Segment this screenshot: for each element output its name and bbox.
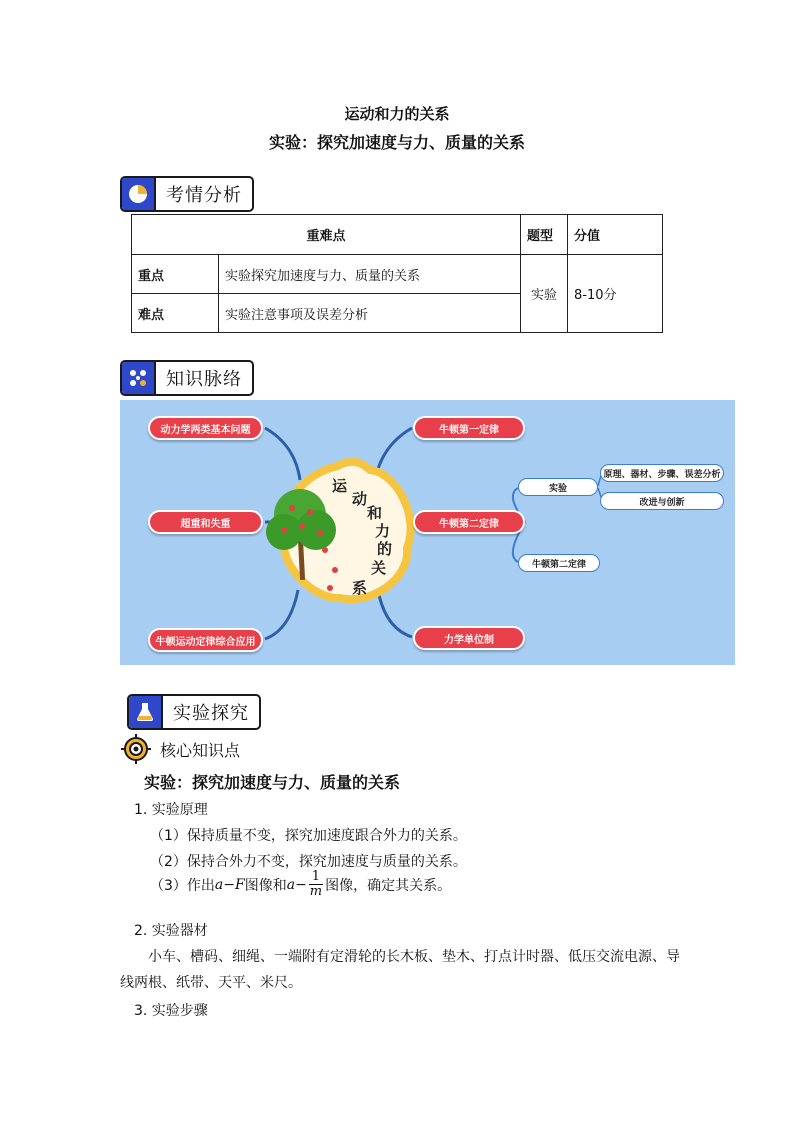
fraction-one-over-m [309, 870, 323, 899]
principle-3-suffix: 图像，确定其关系。 [325, 877, 452, 894]
fraction-denominator: m [309, 884, 323, 899]
mind-node-dynamics-problems: 动力学两类基本问题 [148, 416, 263, 440]
formula-a-f: a−F [214, 876, 245, 893]
center-char: 关 [371, 559, 387, 577]
row-content-hard: 实验注意事项及误差分析 [219, 294, 521, 333]
table-header-score: 分值 [568, 215, 663, 255]
item-materials: 2. 实验器材 [134, 923, 208, 939]
row-label-hard: 难点 [132, 294, 219, 333]
mind-node-newton-first: 牛顿第一定律 [413, 416, 525, 440]
table-row [132, 255, 663, 294]
center-char: 和 [367, 504, 383, 522]
section-knowledge-header [120, 360, 254, 396]
analysis-table [131, 214, 663, 333]
mind-node-units: 力学单位制 [413, 626, 525, 650]
network-icon [122, 362, 156, 394]
formula-a-minus: a− [286, 876, 307, 893]
section-knowledge-label: 知识脉络 [166, 369, 242, 390]
section-analysis-label: 考情分析 [166, 185, 242, 206]
mind-sub-experiment: 实验 [518, 478, 598, 496]
center-char: 动 [352, 490, 368, 508]
mind-sub-newton2: 牛顿第二定律 [518, 554, 600, 572]
principle-2: （2）保持合外力不变，探究加速度与质量的关系。 [150, 854, 467, 870]
page-title: 运动和力的关系 [344, 105, 450, 123]
mind-node-newton-comprehensive: 牛顿运动定律综合应用 [148, 628, 263, 652]
section-experiment-header [127, 694, 261, 730]
materials-line-1: 小车、槽码、细绳、一端附有定滑轮的长木板、垫木、打点计时器、低压交流电源、导 [148, 949, 680, 965]
row-label-key: 重点 [132, 255, 219, 294]
experiment-title: 实验：探究加速度与力、质量的关系 [144, 773, 401, 792]
mind-map [120, 400, 735, 665]
question-type: 实验 [521, 255, 568, 333]
principle-3-mid: 图像和 [244, 877, 287, 894]
section-analysis-header [120, 176, 254, 212]
pie-chart-icon [122, 178, 156, 210]
mind-node-overweight: 超重和失重 [148, 510, 263, 534]
principle-1: （1）保持质量不变，探究加速度跟合外力的关系。 [150, 828, 467, 844]
mind-node-newton-second: 牛顿第二定律 [413, 510, 525, 534]
core-knowledge-label: 核心知识点 [160, 740, 241, 760]
table-header-type: 题型 [521, 215, 568, 255]
principle-3-prefix: （3）作出 [150, 877, 215, 894]
center-char: 力 [375, 522, 391, 540]
score-value: 8-10分 [568, 255, 663, 333]
principle-3 [150, 870, 451, 899]
page-subtitle: 实验：探究加速度与力、质量的关系 [268, 133, 525, 152]
center-char: 系 [352, 579, 368, 597]
center-char: 运 [332, 477, 348, 495]
section-experiment-label: 实验探究 [173, 703, 249, 724]
item-steps: 3. 实验步骤 [134, 1003, 208, 1019]
core-knowledge-heading [120, 733, 240, 765]
row-content-key: 实验探究加速度与力、质量的关系 [219, 255, 521, 294]
table-header-difficulty: 重难点 [132, 215, 521, 255]
center-char: 的 [377, 540, 393, 558]
flask-icon [129, 696, 163, 728]
fraction-numerator: 1 [309, 870, 323, 885]
materials-line-2: 线两根、纸带、天平、米尺。 [120, 975, 302, 991]
mind-sub-improve: 改进与创新 [600, 492, 724, 510]
mind-sub-principle: 原理、器材、步骤、误差分析 [600, 464, 724, 482]
target-icon [120, 733, 152, 765]
item-principle: 1. 实验原理 [134, 802, 208, 818]
